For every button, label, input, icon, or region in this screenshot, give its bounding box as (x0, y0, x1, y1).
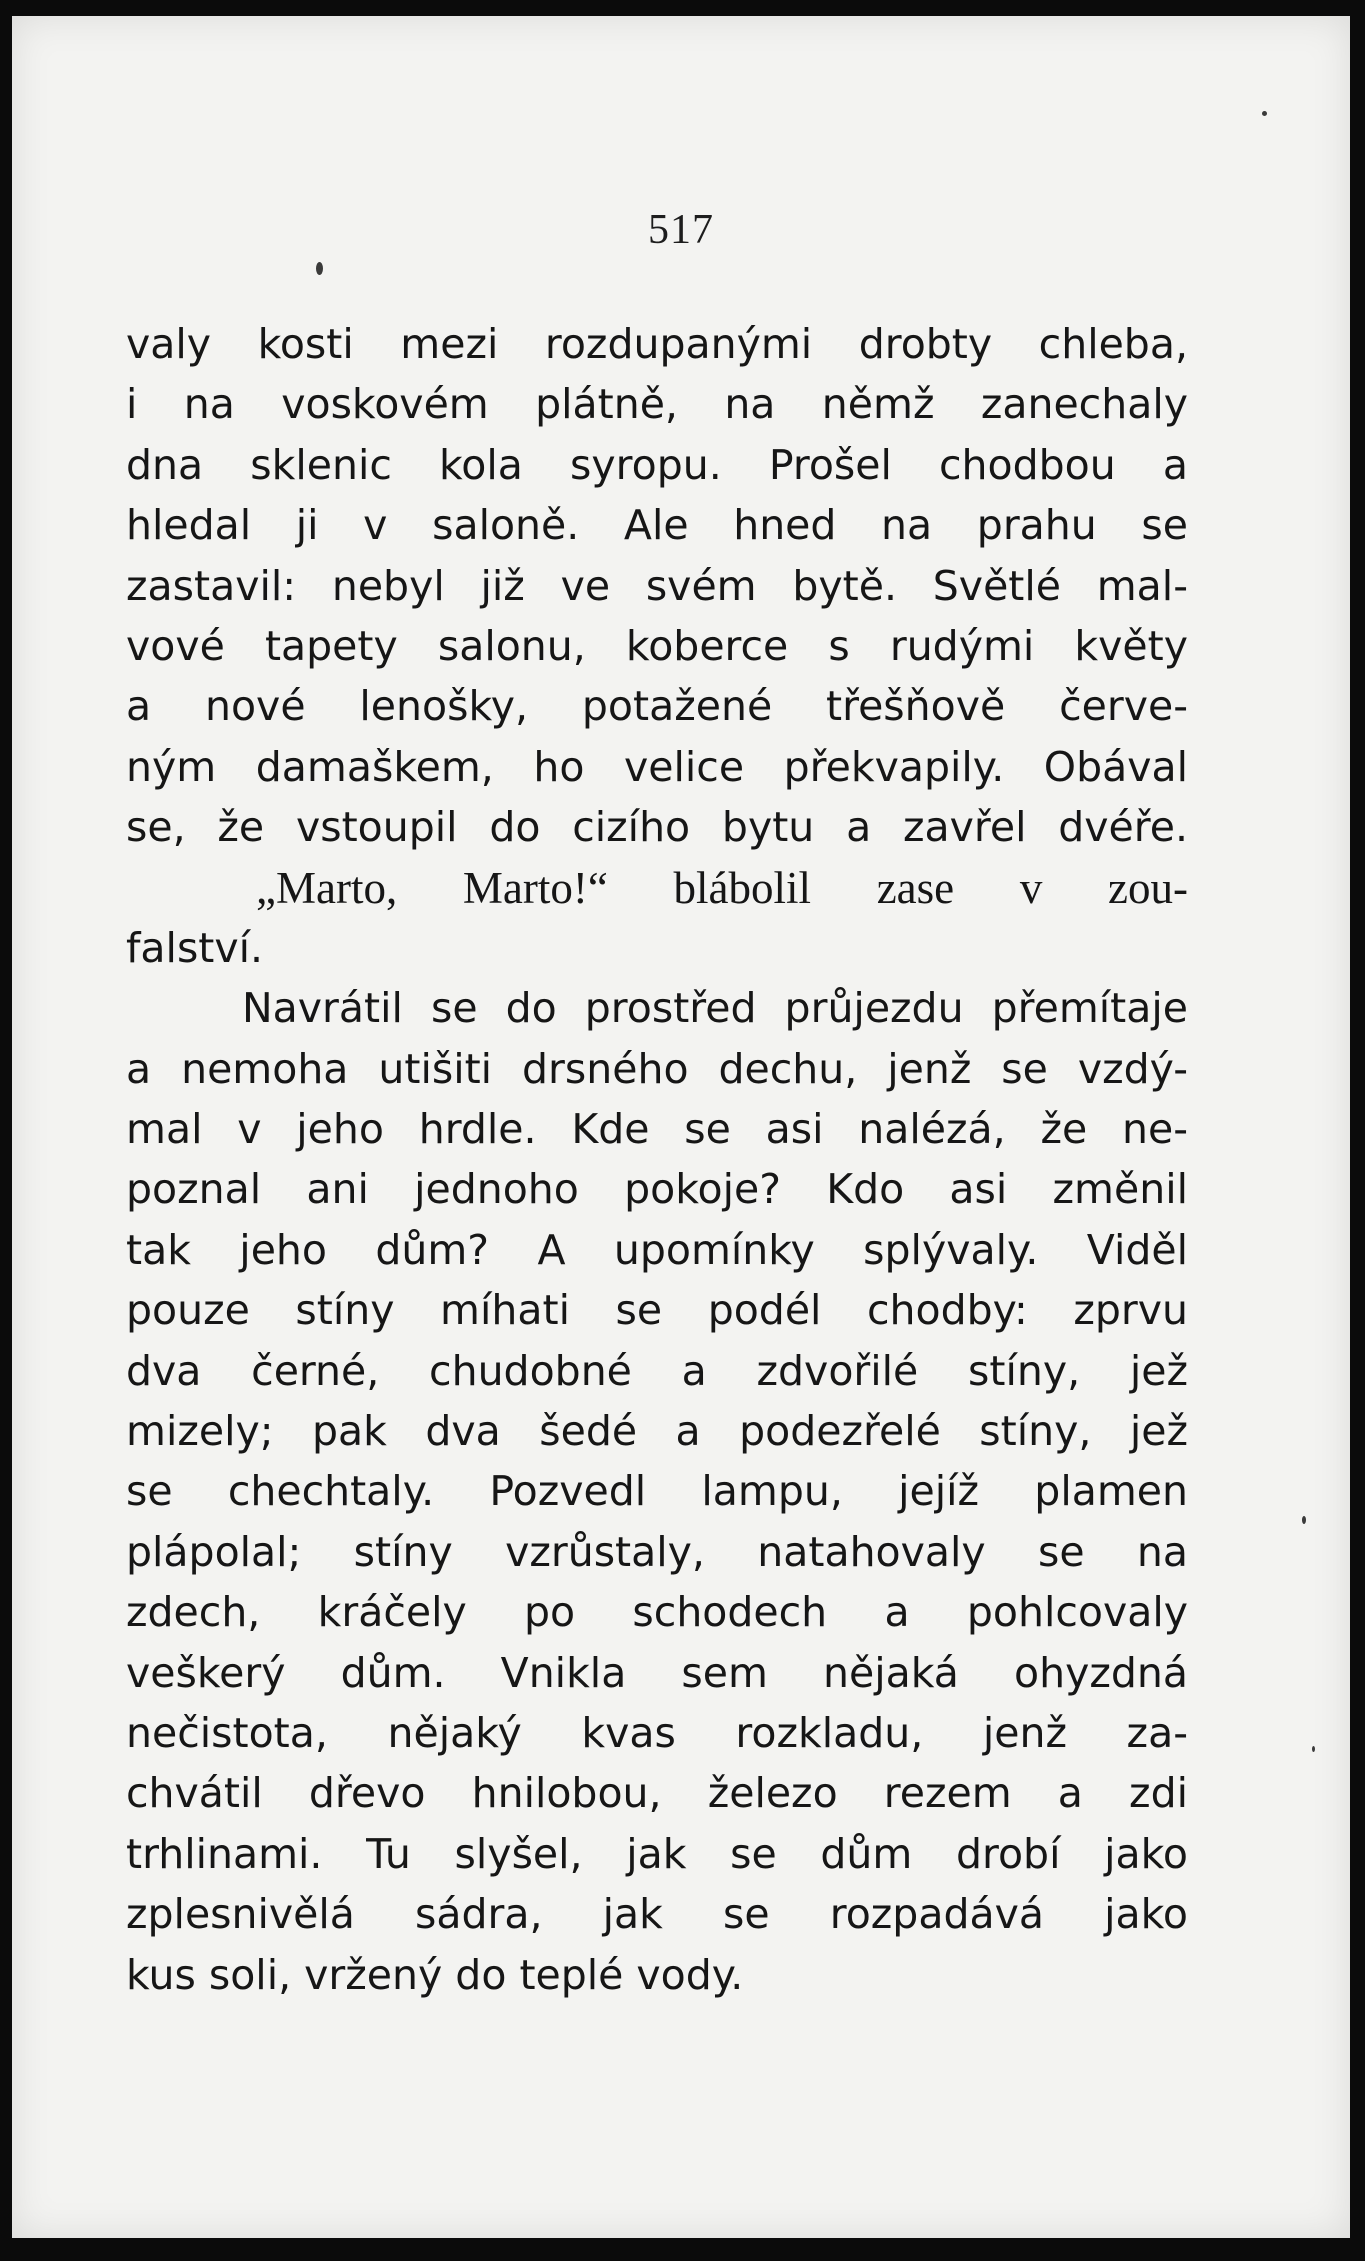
text-line: a nové lenošky, potažené třešňově červe- (126, 682, 1188, 731)
text-line: ným damaškem, ho velice překvapily. Obával (126, 742, 1188, 791)
ink-speck (1312, 1746, 1315, 1752)
text-line: poznal ani jednoho pokoje? Kdo asi změnil (126, 1165, 1188, 1214)
text-line: Navrátil se do prostřed průjezdu přemítaje (242, 984, 1188, 1033)
ink-speck (316, 262, 323, 275)
text-line: pouze stíny míhati se podél chodby: zprvu (126, 1286, 1188, 1335)
text-line: vové tapety salonu, koberce s rudými květy (126, 621, 1188, 670)
text-line: zplesnivělá sádra, jak se rozpadává jako (126, 1890, 1188, 1939)
text-line: mal v jeho hrdle. Kde se asi nalézá, že ne- (126, 1105, 1188, 1154)
text-line: „Marto, Marto!“ blábolil zase v zou- (256, 862, 1188, 913)
text-line: veškerý dům. Vnikla sem nějaká ohyzdná (126, 1648, 1188, 1697)
text-line: zastavil: nebyl již ve svém bytě. Světlé mal- (126, 561, 1188, 610)
page-number: 517 (648, 207, 714, 253)
ink-speck (1262, 111, 1267, 116)
text-line: falství. (126, 923, 264, 972)
text-line: nečistota, nějaký kvas rozkladu, jenž za- (126, 1708, 1188, 1757)
text-line: dva černé, chudobné a zdvořilé stíny, jež (126, 1346, 1188, 1395)
text-line: trhlinami. Tu slyšel, jak se dům drobí jako (126, 1829, 1188, 1878)
text-line: kus soli, vržený do teplé vody. (126, 1950, 744, 1999)
text-line: se, že vstoupil do cizího bytu a zavřel dvéře. (126, 803, 1188, 852)
text-line: tak jeho dům? A upomínky splývaly. Viděl (126, 1225, 1188, 1274)
body-text (126, 314, 1188, 2005)
text-line: valy kosti mezi rozdupanými drobty chleba, (126, 320, 1188, 368)
text-line: chvátil dřevo hnilobou, železo rezem a zdi (126, 1769, 1188, 1818)
book-page (12, 16, 1350, 2238)
text-line: plápolal; stíny vzrůstaly, natahovaly se na (126, 1527, 1188, 1576)
text-line: i na voskovém plátně, na němž zanechaly (126, 380, 1188, 429)
text-line: dna sklenic kola syropu. Prošel chodbou a (126, 440, 1188, 489)
text-line: a nemoha utišiti drsného dechu, jenž se vzdý- (126, 1044, 1188, 1093)
text-line: se chechtaly. Pozvedl lampu, jejíž plamen (126, 1467, 1188, 1516)
text-line: zdech, kráčely po schodech a pohlcovaly (126, 1588, 1188, 1637)
ink-speck (1302, 1516, 1306, 1524)
text-line: hledal ji v saloně. Ale hned na prahu se (126, 501, 1188, 550)
text-line: mizely; pak dva šedé a podezřelé stíny, jež (126, 1407, 1188, 1456)
